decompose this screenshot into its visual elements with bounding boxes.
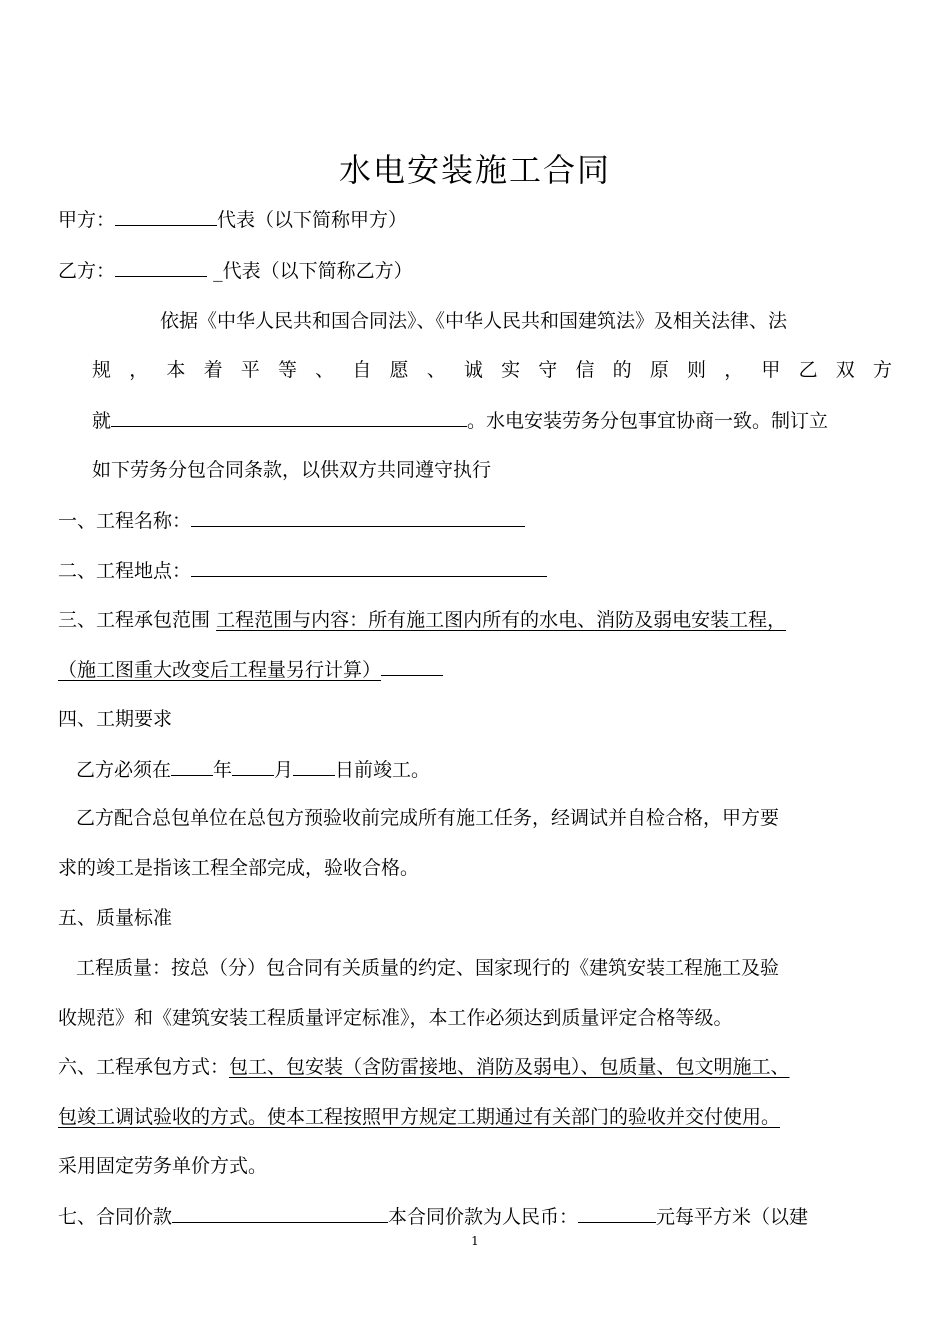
- page-number: 1: [471, 1234, 479, 1248]
- section-6-content-2: 包竣工调试验收的方式。使本工程按照甲方规定工期通过有关部门的验收并交付使用。: [58, 1106, 781, 1128]
- section-6-line-2: [58, 1103, 780, 1131]
- intro-line-3: [92, 406, 828, 435]
- section-4-para-line-2: 求的竣工是指该工程全部完成，验收合格。: [58, 857, 420, 879]
- intro-char: ，: [724, 359, 744, 381]
- section-1-project-name: [58, 506, 525, 535]
- section-4-heading: 四、工期要求: [58, 708, 173, 730]
- intro-char: 信: [575, 359, 595, 381]
- project-name-blank: [191, 506, 525, 527]
- section-7-end: 元每平方米（以建: [656, 1206, 809, 1228]
- intro-char: 自: [352, 359, 372, 381]
- contract-title: 水电安装施工合同: [338, 151, 611, 189]
- intro-char: 方: [872, 359, 892, 381]
- section-6-line-3: 采用固定劳务单价方式。: [58, 1155, 268, 1177]
- intro-char: 双: [835, 359, 855, 381]
- party-b-line: [58, 256, 413, 285]
- party-a-suffix: 代表（以下简称甲方）: [217, 209, 408, 231]
- section-3-scope-line-2: [58, 655, 443, 684]
- section-4-deadline: [76, 755, 430, 784]
- section-6-content-1: 包工、包安装（含防雷接地、消防及弱电）、包质量、包文明施工、: [229, 1056, 790, 1078]
- intro-char: 乙: [798, 359, 818, 381]
- intro-char: 诚: [463, 359, 483, 381]
- month-blank: [232, 755, 274, 776]
- intro-char: 规: [92, 359, 112, 381]
- year-label: 年: [213, 759, 233, 781]
- intro-char: ，: [129, 359, 149, 381]
- project-location-blank: [191, 556, 547, 577]
- project-blank: [111, 406, 467, 427]
- section-3-label: 三、工程承包范围: [58, 609, 211, 631]
- section-7-label: 七、合同价款: [58, 1206, 173, 1228]
- deadline-prefix: 乙方必须在: [76, 759, 172, 781]
- party-a-label: 甲方：: [58, 209, 116, 231]
- section-3-scope: [58, 606, 786, 634]
- section-2-project-location: [58, 556, 547, 585]
- section-4-para-line-1: 乙方配合总包单位在总包方预验收前完成所有施工任务，经调试并自检合格，甲方要: [76, 807, 780, 829]
- day-blank: [293, 755, 335, 776]
- intro-char: 原: [649, 359, 669, 381]
- party-a-blank: [115, 205, 217, 226]
- price-blank: [172, 1202, 388, 1223]
- day-label: 日前竣工。: [335, 759, 431, 781]
- year-blank: [171, 755, 213, 776]
- intro-char: 的: [612, 359, 632, 381]
- section-5-para-line-1: 工程质量：按总（分）包合同有关质量的约定、国家现行的《建筑安装工程施工及验: [76, 957, 780, 979]
- party-b-label: 乙方：: [58, 260, 116, 282]
- section-3-trailing-blank: [381, 655, 443, 676]
- intro-char: 、: [426, 359, 446, 381]
- section-5-heading: 五、质量标准: [58, 907, 173, 929]
- section-5-para-line-2: 收规范》和《建筑安装工程质量评定标准》，本工作必须达到质量评定合格等级。: [58, 1007, 733, 1029]
- intro-line-3-suffix: 。水电安装劳务分包事宜协商一致。制订立: [467, 410, 829, 432]
- intro-char: 、: [315, 359, 335, 381]
- intro-char: 愿: [389, 359, 409, 381]
- section-7-price: [58, 1202, 808, 1231]
- intro-char: 实: [501, 359, 521, 381]
- intro-line-1: 依据《中华人民共和国合同法》、《中华人民共和国建筑法》及相关法律、法: [160, 310, 788, 332]
- section-7-mid: 本合同价款为人民币：: [388, 1206, 579, 1228]
- intro-line-2: [92, 356, 892, 384]
- intro-char: 甲: [761, 359, 781, 381]
- unit-price-blank: [578, 1202, 656, 1223]
- intro-char: 守: [538, 359, 558, 381]
- party-b-suffix: _代表（以下简称乙方）: [213, 260, 413, 282]
- section-3-content: 工程范围与内容：所有施工图内所有的水电、消防及弱电安装工程，: [216, 609, 787, 631]
- intro-char: 平: [240, 359, 260, 381]
- section-2-label: 二、工程地点：: [58, 560, 192, 582]
- section-1-label: 一、工程名称：: [58, 510, 192, 532]
- intro-char: 等: [277, 359, 297, 381]
- party-a-line: [58, 205, 407, 234]
- month-label: 月: [274, 759, 294, 781]
- intro-line-4: 如下劳务分包合同条款，以供双方共同遵守执行: [92, 459, 492, 481]
- intro-char: 着: [203, 359, 223, 381]
- intro-line-3-prefix: 就: [92, 410, 112, 432]
- intro-char: 则: [687, 359, 707, 381]
- section-6-line-1: [58, 1053, 790, 1081]
- section-3-content-2: （施工图重大改变后工程量另行计算）: [58, 659, 382, 681]
- party-b-blank: [115, 256, 207, 277]
- section-6-label: 六、工程承包方式：: [58, 1056, 230, 1078]
- intro-char: 本: [166, 359, 186, 381]
